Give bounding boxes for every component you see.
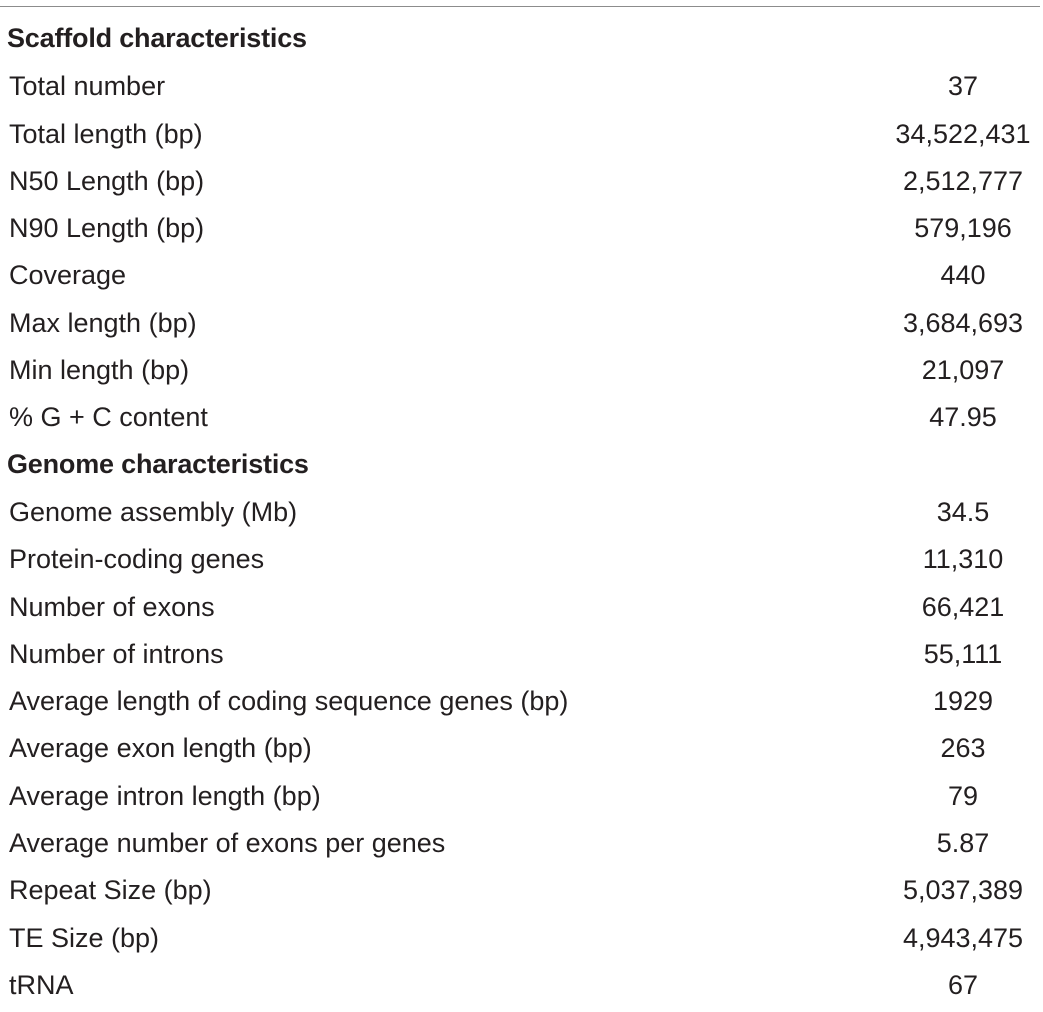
row-value: 47.95 (929, 402, 997, 433)
row-label: % G + C content (9, 402, 208, 433)
row-value: 37 (947, 71, 979, 102)
row-value: 66,421 (921, 591, 1005, 622)
row-label: Total number (9, 71, 166, 102)
row-value: 579,196 (914, 213, 1012, 244)
table-row (0, 208, 1043, 255)
row-value: 79 (947, 780, 979, 811)
row-value: 3,684,693 (902, 307, 1024, 338)
section-header-scaffold (0, 19, 1043, 66)
row-value: 34.5 (936, 496, 990, 527)
section-title: Scaffold characteristics (7, 23, 307, 53)
table-row (0, 539, 1043, 586)
row-label: Number of exons (9, 591, 215, 622)
row-label: N90 Length (bp) (9, 213, 205, 244)
table-row (0, 255, 1043, 302)
row-label: Min length (bp) (9, 355, 190, 386)
row-label: Coverage (9, 260, 127, 291)
row-label: tRNA (9, 969, 74, 1000)
row-value: 263 (940, 733, 986, 764)
row-label: Number of introns (9, 638, 224, 669)
row-value: 2,512,777 (902, 165, 1024, 196)
table-row (0, 397, 1043, 444)
row-value: 5.87 (936, 828, 990, 859)
table-row (0, 492, 1043, 539)
table-row (0, 350, 1043, 397)
row-value: 11,310 (922, 544, 1004, 575)
row-label: Average number of exons per genes (9, 828, 446, 859)
row-value: 4,943,475 (902, 922, 1024, 953)
table-row (0, 918, 1043, 965)
row-label: TE Size (bp) (9, 922, 160, 953)
section-title: Genome characteristics (7, 448, 309, 479)
row-label: Average intron length (bp) (9, 780, 321, 811)
table-row (0, 870, 1043, 917)
genome-stats-table (0, 19, 1043, 1012)
table-row (0, 776, 1043, 823)
table-row (0, 634, 1043, 681)
row-label: Repeat Size (bp) (9, 875, 212, 906)
table-row (0, 303, 1043, 350)
table-top-rule (0, 6, 1040, 7)
row-label: Average length of coding sequence genes (bp) (9, 686, 569, 717)
table-row (0, 965, 1043, 1012)
table-row (0, 66, 1043, 113)
row-value: 1929 (932, 686, 994, 717)
row-value: 440 (940, 260, 986, 291)
table-row (0, 823, 1043, 870)
table-row (0, 587, 1043, 634)
row-value: 34,522,431 (895, 118, 1031, 149)
row-value: 67 (947, 969, 979, 1000)
row-label: N50 Length (bp) (9, 165, 205, 196)
row-value: 55,111 (923, 638, 1003, 669)
section-header-genome (0, 445, 1043, 492)
row-value: 21,097 (921, 355, 1005, 386)
row-label: Total length (bp) (9, 118, 203, 149)
row-label: Average exon length (bp) (9, 733, 312, 764)
table-row (0, 681, 1043, 728)
row-label: Max length (bp) (9, 307, 197, 338)
row-label: Protein-coding genes (9, 544, 265, 575)
row-label: Genome assembly (Mb) (9, 496, 298, 527)
table-row (0, 728, 1043, 775)
table-row (0, 114, 1043, 161)
row-value: 5,037,389 (902, 875, 1024, 906)
table-row (0, 161, 1043, 208)
